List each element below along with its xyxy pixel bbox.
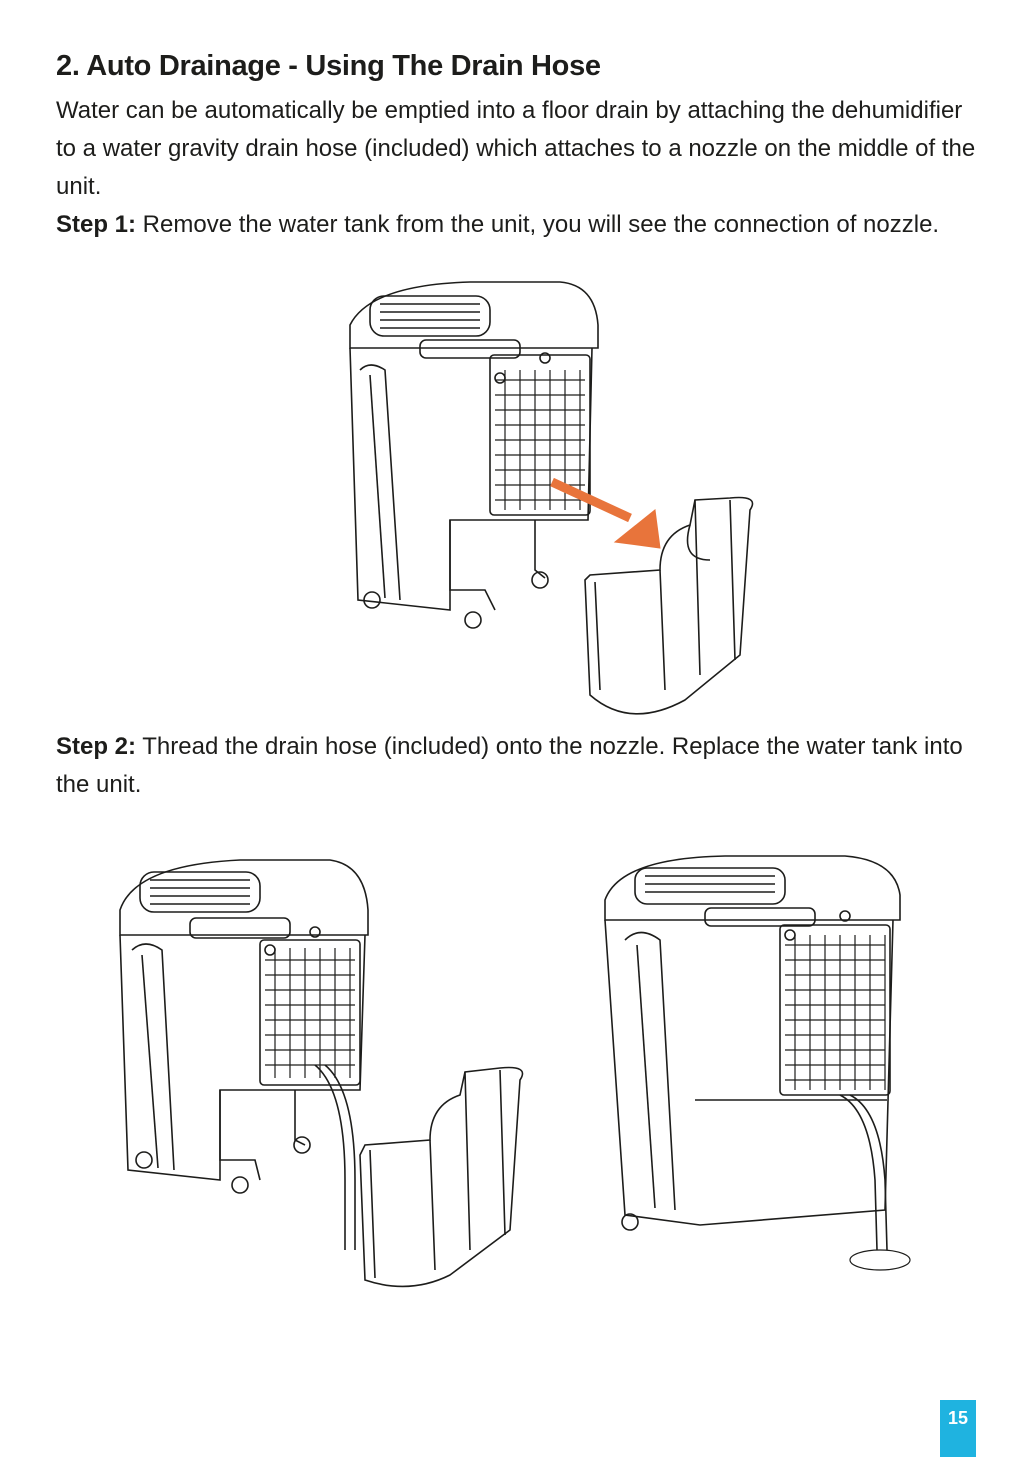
figure-hose-to-floor-drain <box>595 850 925 1280</box>
step-2-label: Step 2: <box>56 733 137 760</box>
page-number: 15 <box>947 1408 969 1428</box>
section-title: 2. Auto Drainage - Using The Drain Hose <box>56 50 601 82</box>
step-1 <box>56 206 986 244</box>
intro-paragraph: Water can be automatically be emptied into a floor drain by attaching the dehumidifier to a water gravity drain hose (included) which attaches to a nozzle on the middle of the unit. <box>56 97 976 200</box>
figure-tank-removal <box>330 270 780 730</box>
figure-hose-attached-tank-out <box>110 850 540 1290</box>
step-2-text: Thread the drain hose (included) onto the nozzle. Replace the water tank into the unit. <box>56 733 963 798</box>
step-1-label: Step 1: <box>56 211 137 238</box>
step-2 <box>56 728 986 804</box>
page-number-tab <box>940 1400 976 1457</box>
step-1-text: Remove the water tank from the unit, you will see the connection of nozzle. <box>136 211 940 238</box>
